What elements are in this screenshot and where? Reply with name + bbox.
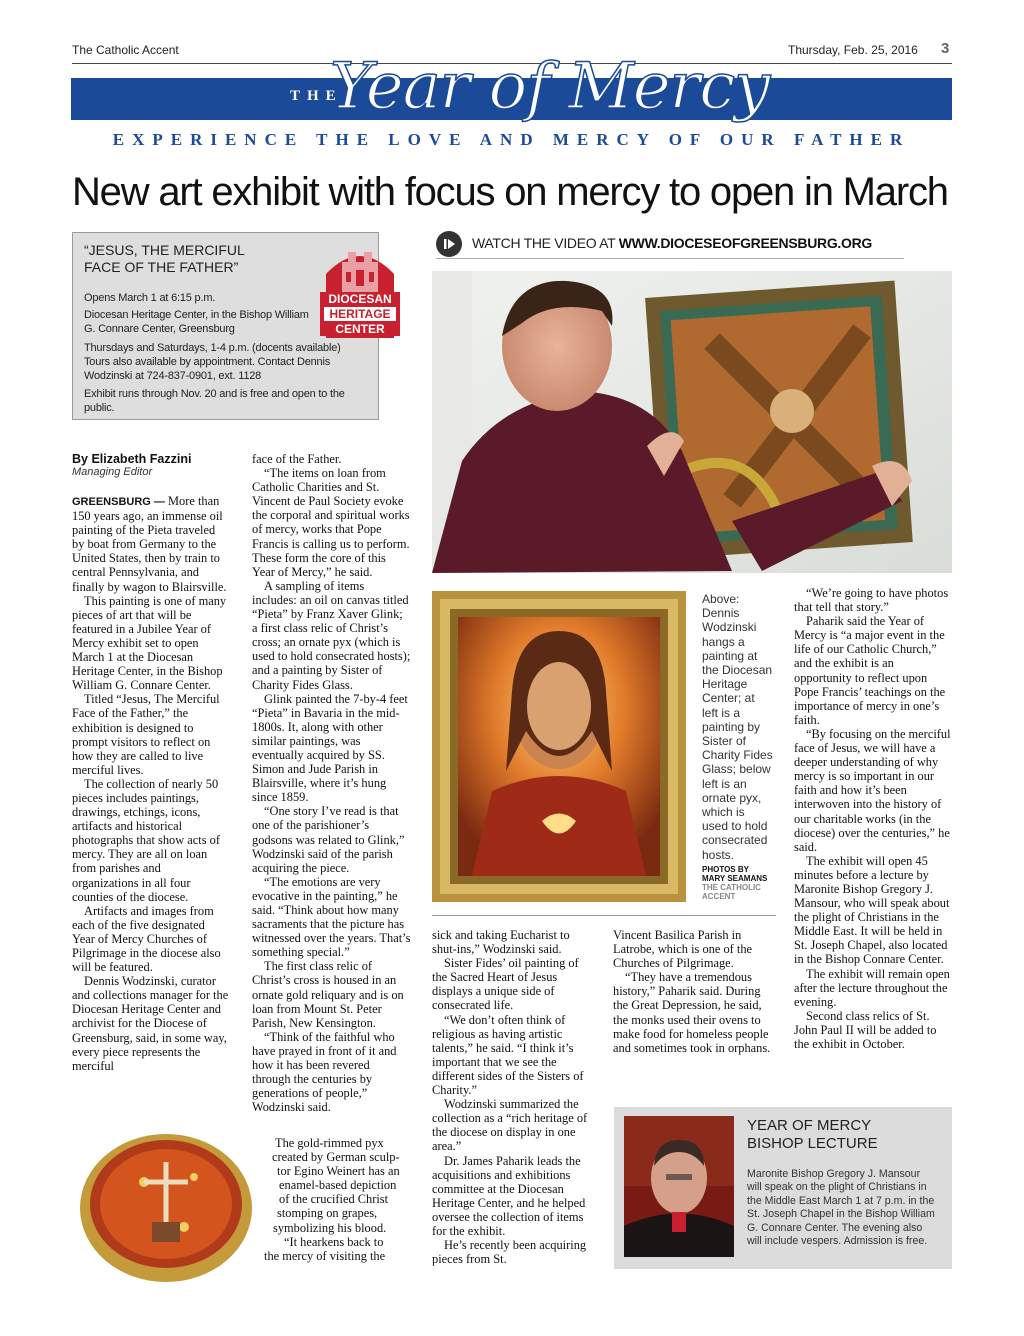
lecture-title: YEAR OF MERCY BISHOP LECTURE <box>747 1117 878 1152</box>
wrap-line: stomping on grapes, <box>277 1206 378 1221</box>
info-box-title: “JESUS, THE MERCIFUL FACE OF THE FATHER” <box>84 242 245 275</box>
article-paragraph: The first class relic of Christ’s cross is housed in an ornate gold reliquary and is on loan from Mount St. Peter Parish, New Kensington. <box>252 959 404 1030</box>
banner-tagline: EXPERIENCE THE LOVE AND MERCY OF OUR FATHER <box>112 130 911 149</box>
info-box-runs: Exhibit runs through Nov. 20 and is free and open to the public. <box>84 388 345 414</box>
article-paragraph: “They have a tremendous history,” Paharik said. During the Great Depression, he said, the monks used their ovens to make food for homeless people and sometimes took in orphans. <box>613 970 771 1055</box>
wrap-line: “It hearkens back to <box>284 1234 384 1249</box>
wrap-line: symbolizing his blood. <box>273 1220 387 1235</box>
article-paragraph: A sampling of items includes: an oil on canvas titled “Pieta” by Franz Xaver Glink; a first class relic of Christ’s cross; an ornate pyx (which is used to hold consecrated hosts); and a painting by Sister of Charity Fides Glass. <box>252 578 411 692</box>
video-link[interactable] <box>472 235 872 251</box>
article-paragraph: Wodzinski summarized the collection as a “rich heritage of the diocese on display in one area.” <box>432 1097 588 1154</box>
page-number: 3 <box>941 40 950 57</box>
article-paragraph: “The emotions are very evocative in the painting,” he said. “Think about how many sacraments that the picture has witnessed over the years. That’s something special.” <box>252 874 411 960</box>
article-paragraph: “Think of the faithful who have prayed in front of it and how it has been revered through the centuries by generations of people,” Wodzinski said. <box>252 1029 397 1115</box>
logo-text <box>320 292 400 336</box>
lecture-text: Maronite Bishop Gregory J. Mansour will speak on the plight of Christians in the Middle East March 1 at 7 p.m. in the St. Joseph Chapel in the Bishop William G. Connare Center. The evening also will include vespers. Admission is free. <box>747 1168 935 1248</box>
article-column-1 <box>72 494 230 1073</box>
article-paragraph: “The items on loan from Catholic Charities and St. Vincent de Paul Society evoke the corporal and spiritual works of mercy, works that Pope Francis is calling us to perform. These form the core of this Year of Mercy,” he said. <box>252 466 410 579</box>
wrap-line: the mercy of visiting the <box>264 1248 386 1263</box>
logo-line-3: CENTER <box>335 322 385 336</box>
article-paragraph: Dr. James Paharik leads the acquisitions and exhibitions committee at the Diocesan Heritage Center, and he helped oversee the collection of items for the exhibit. <box>432 1153 586 1238</box>
photo-caption: Above: Dennis Wodzinski hangs a painting at the Diocesan Heritage Center; at left is a painting by Sister of Charity Fides Glass; below left is an ornate pyx, which is used to hold consecrated hosts. <box>702 592 773 862</box>
article-paragraph: “We don’t often think of religious as having artistic talents,” he said. “I think it’s important that we see the different sides of the Sisters of Charity.” <box>432 1012 584 1098</box>
logo-line-1: DIOCESAN <box>328 292 392 306</box>
banner-title: Year of Mercy <box>330 50 770 124</box>
article-paragraph: The exhibit will remain open after the lecture throughout the evening. <box>794 966 950 1009</box>
play-icon <box>436 231 462 257</box>
article-column-5 <box>794 586 952 1051</box>
photo-credit: PHOTOS BY MARY SEAMANS THE CATHOLIC ACCENT <box>702 865 768 901</box>
video-link-icon[interactable] <box>436 231 462 257</box>
article-column-3 <box>432 928 592 1266</box>
sacred-heart-painting-photo <box>432 591 686 902</box>
article-paragraph: face of the Father. <box>252 452 342 466</box>
article-paragraph: The exhibit will open 45 minutes before a lecture by Maronite Bishop Gregory J. Mansour, who will speak about the plight of Christians in the Middle East. It will be held in St. Joseph Chapel, also located in the Bishop Connare Center. <box>794 853 950 967</box>
publication-name: The Catholic Accent <box>72 43 179 57</box>
article-paragraph: “By focusing on the merciful face of Jesus, we will have a deeper understanding of why mercy is so important in our faith and how it’s been interwoven into the history of our charitable works (in the diocese) over the centuries,” he said. <box>794 726 951 854</box>
curator-hanging-painting-photo <box>432 271 952 573</box>
logo-line-2: HERITAGE <box>324 307 396 321</box>
wrap-line: of the crucified Christ <box>279 1192 389 1207</box>
bishop-portrait-photo <box>624 1116 734 1257</box>
info-box-opens: Opens March 1 at 6:15 p.m. <box>84 292 216 304</box>
wrap-line: enamel-based depiction <box>279 1178 397 1193</box>
article-paragraph: Dennis Wodzinski, curator and collections manager for the Diocesan Heritage Center and archivist for the Diocese of Greensburg, said, in some way, every piece represents the merciful <box>72 974 229 1073</box>
byline-role: Managing Editor <box>72 466 153 478</box>
dateline: GREENSBURG — <box>72 496 165 508</box>
article-paragraph: “One story I’ve read is that one of the parishioner’s godsons was related to Glink,” Wodzinski said of the parish acquiring the piece. <box>252 804 405 875</box>
caption-rule <box>432 915 776 916</box>
article-paragraph: GREENSBURG — More than 150 years ago, an immense oil painting of the Pieta traveled by boat from Germany to the United States, then by train to central Pennsylvania, and finally by wagon to Blairsville. <box>72 494 227 594</box>
video-link-url[interactable]: WWW.DIOCESEOFGREENSBURG.ORG <box>618 235 873 251</box>
article-paragraph: Second class relics of St. John Paul II will be added to the exhibit in October. <box>794 1008 937 1051</box>
article-paragraph: Vincent Basilica Parish in Latrobe, which is one of the Churches of Pilgrimage. <box>613 928 753 971</box>
article-paragraph: Titled “Jesus, The Merciful Face of the Father,” the exhibition is designed to prompt visitors to reflect on how they are called to live merciful lives. <box>72 692 220 777</box>
info-box-location: Diocesan Heritage Center, in the Bishop William G. Connare Center, Greensburg <box>84 309 309 335</box>
wrap-line: created by German sculp- <box>272 1150 400 1165</box>
headline: New art exhibit with focus on mercy to open in March <box>72 170 948 214</box>
article-paragraph: “We’re going to have photos that tell that story.” <box>794 586 949 615</box>
article-paragraph: Glink painted the 7-by-4 feet “Pieta” in Bavaria in the mid-1800s. It, along with other similar paintings, was eventually acquired by SS. Simon and Jude Parish in Blairsville, where it’s hung since 1859. <box>252 691 408 805</box>
article-column-2-wrap <box>255 1136 415 1263</box>
article-column-4 <box>613 928 775 1055</box>
banner-the: THE <box>290 88 343 104</box>
article-paragraph: Sister Fides’ oil painting of the Sacred Heart of Jesus displays a unique side of consecrated life. <box>432 956 579 1013</box>
article-paragraph: This painting is one of many pieces of art that will be featured in a Jubilee Year of Mercy exhibit set to open March 1 at the Diocesan Heritage Center, in the Bishop William G. Connare Center. <box>72 593 227 693</box>
article-paragraph: Paharik said the Year of Mercy is “a major event in the life of our Catholic Church,” and the exhibit is an opportunity to reflect upon Pope Francis’ teachings on the importance of mercy in one’s faith. <box>794 614 946 727</box>
pyx-photo <box>74 1122 258 1286</box>
article-paragraph: The collection of nearly 50 pieces includes paintings, drawings, etchings, icons, artifacts and historical photographs that show acts of mercy. They are all on loan from parishes and organizations in all four counties of the diocese. <box>72 776 220 904</box>
issue-date: Thursday, Feb. 25, 2016 <box>788 43 918 57</box>
article-column-2 <box>252 452 411 1114</box>
wrap-line: The gold-rimmed pyx <box>275 1136 384 1150</box>
video-link-prefix: WATCH THE VIDEO AT <box>472 235 619 251</box>
info-box-hours: Thursdays and Saturdays, 1-4 p.m. (docents available) Tours also available by appointment. Contact Dennis Wodzinski at 724-837-0901, ext. 1128 <box>84 342 341 382</box>
wrap-line: tor Egino Weinert has an <box>277 1164 400 1179</box>
article-paragraph: He’s recently been acquiring pieces from St. <box>432 1238 587 1267</box>
byline-author: By Elizabeth Fazzini <box>72 452 192 466</box>
article-paragraph: Artifacts and images from each of the five designated Year of Mercy Churches of Pilgrimage in the diocese also will be featured. <box>72 903 221 975</box>
article-paragraph: sick and taking Eucharist to shut-ins,” Wodzinski said. <box>432 928 570 957</box>
